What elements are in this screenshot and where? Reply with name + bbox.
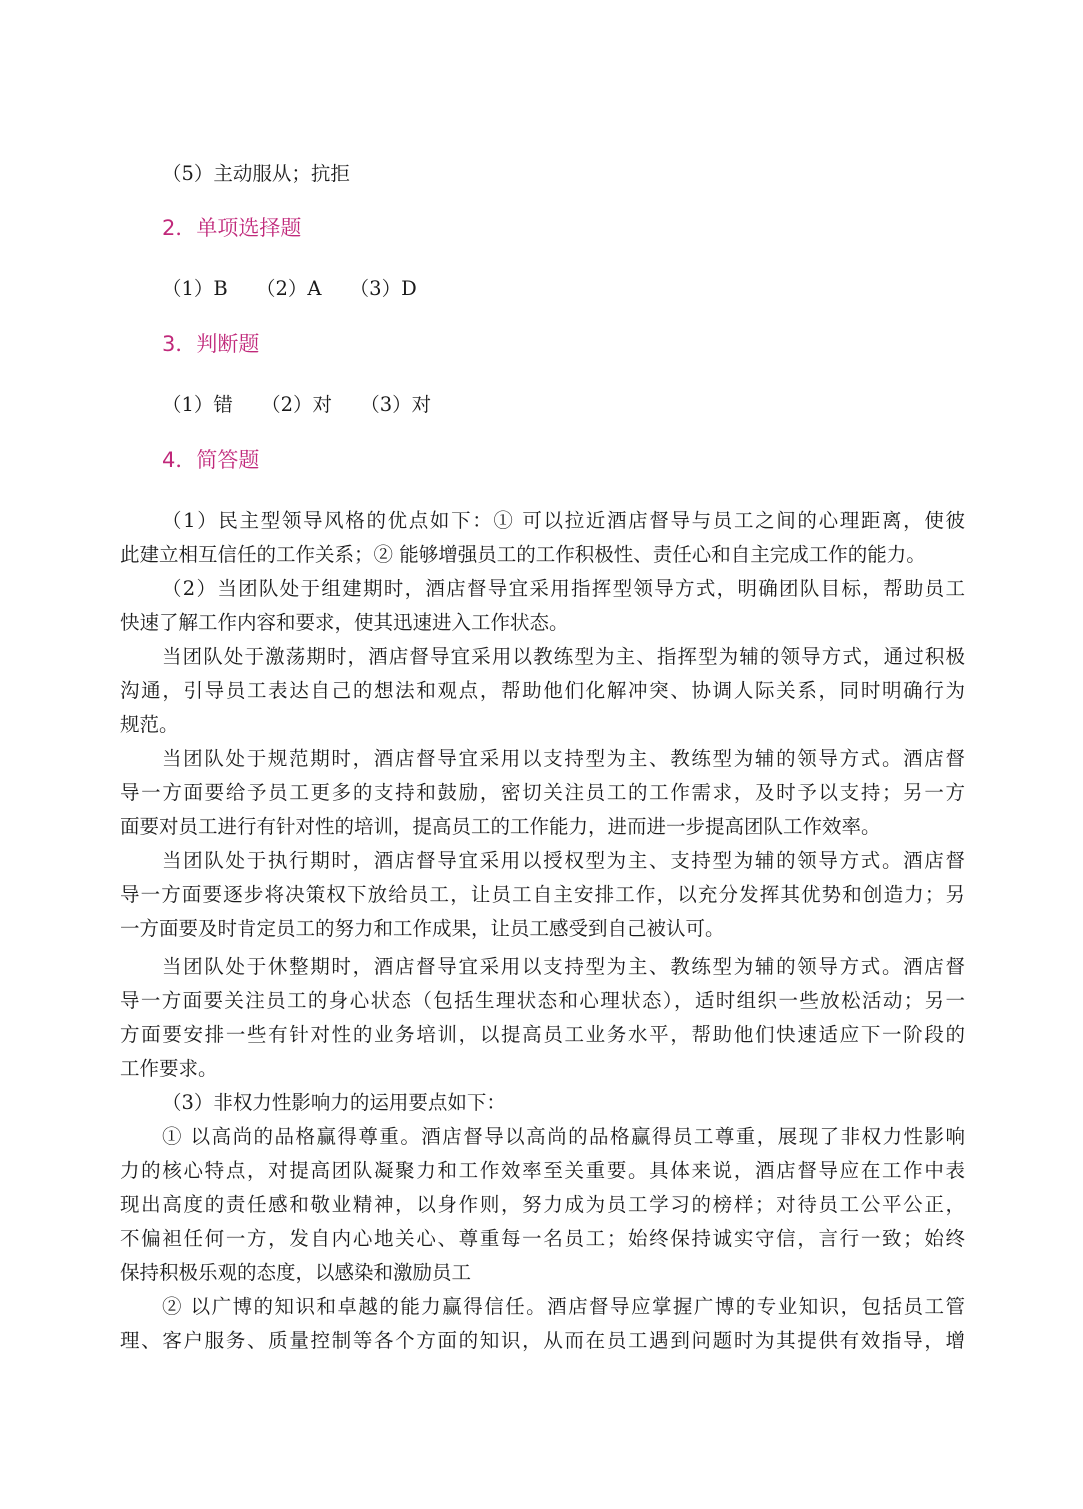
body-line: 一方面要及时肯定员工的努力和工作成果，让员工感受到自己被认可。 bbox=[120, 917, 725, 940]
body-line: 理、客户服务、质量控制等各个方面的知识，从而在员工遇到问题时为其提供有效指导，增 bbox=[120, 1329, 965, 1352]
body-line: 当团队处于休整期时，酒店督导宜采用以支持型为主、教练型为辅的领导方式。酒店督 bbox=[162, 955, 965, 978]
fill-answer-5: （5）主动服从；抗拒 bbox=[162, 162, 350, 185]
body-line: 力的核心特点，对提高团队凝聚力和工作效率至关重要。具体来说，酒店督导应在工作中表 bbox=[120, 1159, 965, 1182]
section-heading-true-false: 3．判断题 bbox=[162, 332, 260, 356]
body-line: 导一方面要给予员工更多的支持和鼓励，密切关注员工的工作需求，及时予以支持；另一方 bbox=[120, 781, 965, 804]
tf-answer-3: （3）对 bbox=[360, 393, 432, 416]
body-line: 保持积极乐观的态度，以感染和激励员工 bbox=[120, 1261, 472, 1284]
body-line: 导一方面要关注员工的身心状态（包括生理状态和心理状态），适时组织一些放松活动；另一 bbox=[120, 989, 965, 1012]
body-line: 快速了解工作内容和要求，使其迅速进入工作状态。 bbox=[120, 611, 569, 634]
body-line: 导一方面要逐步将决策权下放给员工，让员工自主安排工作，以充分发挥其优势和创造力；另 bbox=[120, 883, 965, 906]
body-line: ① 以高尚的品格赢得尊重。酒店督导以高尚的品格赢得员工尊重，展现了非权力性影响 bbox=[162, 1125, 965, 1148]
body-line: （2）当团队处于组建期时，酒店督导宜采用指挥型领导方式，明确团队目标，帮助员工 bbox=[162, 577, 965, 600]
mc-answer-3: （3）D bbox=[349, 277, 417, 300]
true-false-answers bbox=[162, 389, 453, 421]
body-line: 面要对员工进行有针对性的培训，提高员工的工作能力，进而进一步提高团队工作效率。 bbox=[120, 815, 881, 838]
body-line: （1）民主型领导风格的优点如下：① 可以拉近酒店督导与员工之间的心理距离，使彼 bbox=[162, 509, 965, 532]
mc-answer-2: （2）A bbox=[255, 277, 322, 300]
body-line: 工作要求。 bbox=[120, 1057, 218, 1080]
section-heading-short-answer: 4．简答题 bbox=[162, 448, 260, 472]
body-line: 当团队处于规范期时，酒店督导宜采用以支持型为主、教练型为辅的领导方式。酒店督 bbox=[162, 747, 965, 770]
mc-answer-1: （1）B bbox=[162, 277, 228, 300]
body-line: 此建立相互信任的工作关系；② 能够增强员工的工作积极性、责任心和自主完成工作的能力。 bbox=[120, 543, 926, 566]
section-heading-multiple-choice: 2．单项选择题 bbox=[162, 216, 302, 240]
multiple-choice-answers bbox=[162, 273, 439, 305]
body-line: 方面要安排一些有针对性的业务培训，以提高员工业务水平，帮助他们快速适应下一阶段的 bbox=[120, 1023, 965, 1046]
body-line: 不偏袒任何一方，发自内心地关心、尊重每一名员工；始终保持诚实守信，言行一致；始终 bbox=[120, 1227, 965, 1250]
body-line: 当团队处于执行期时，酒店督导宜采用以授权型为主、支持型为辅的领导方式。酒店督 bbox=[162, 849, 965, 872]
body-line: （3）非权力性影响力的运用要点如下： bbox=[162, 1091, 506, 1114]
body-line: 当团队处于激荡期时，酒店督导宜采用以教练型为主、指挥型为辅的领导方式，通过积极 bbox=[162, 645, 965, 668]
tf-answer-1: （1）错 bbox=[162, 393, 233, 416]
body-line: 现出高度的责任感和敬业精神，以身作则，努力成为员工学习的榜样；对待员工公平公正， bbox=[120, 1193, 965, 1216]
tf-answer-2: （2）对 bbox=[261, 393, 333, 416]
body-line: ② 以广博的知识和卓越的能力赢得信任。酒店督导应掌握广博的专业知识，包括员工管 bbox=[162, 1295, 965, 1318]
body-line: 规范。 bbox=[120, 713, 179, 736]
body-line: 沟通，引导员工表达自己的想法和观点，帮助他们化解冲突、协调人际关系，同时明确行为 bbox=[120, 679, 965, 702]
